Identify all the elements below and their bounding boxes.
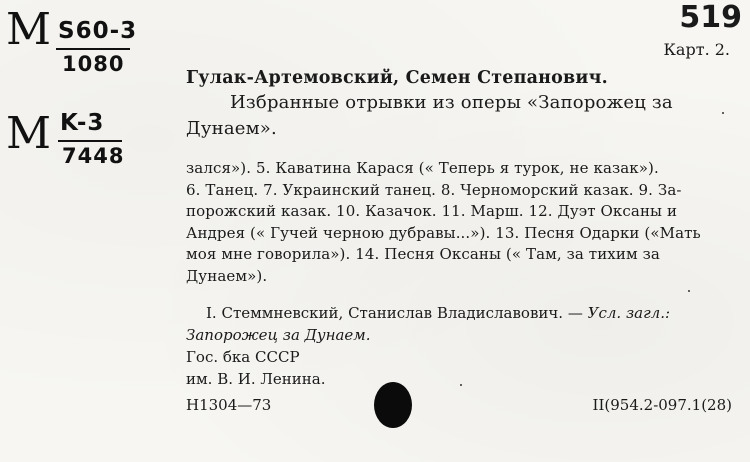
corner-handwritten-mark: 519 [679, 0, 742, 35]
shelfmark-letter-2: M [6, 108, 53, 159]
shelfmark-divider-2 [58, 140, 122, 142]
paper-speck [722, 112, 724, 114]
shelfmark-code-1: S60-3 [58, 18, 138, 44]
shelfmark-number-1: 1080 [62, 52, 125, 76]
author-heading: Гулак-Артемовский, Семен Степанович. [186, 68, 608, 88]
shelfmark-number-2: 7448 [62, 144, 125, 168]
library-imprint [186, 346, 325, 390]
shelfmark-divider-1 [56, 48, 130, 50]
imprint-line: Гос. бка СССР [186, 348, 300, 366]
card-punch-hole [374, 382, 412, 428]
contents-line: 6. Танец. 7. Украинский танец. 8. Черноморский казак. 9. За- [186, 180, 682, 199]
contents-line: порожский казак. 10. Казачок. 11. Марш. 12. Дуэт Оксаны и [186, 202, 678, 221]
title-line-1: Избранные отрывки из оперы «Запорожец за [230, 92, 673, 113]
contents-line: моя мне говорила»). 14. Песня Оксаны (« Там, за тихим за [186, 245, 660, 264]
classification-index: II(954.2-097.1(28) [592, 396, 732, 414]
shelfmark-letter-1: M [6, 4, 53, 55]
imprint-line: им. В. И. Ленина. [186, 370, 326, 388]
shelfmark-code-2: K-3 [60, 110, 105, 136]
contents-block [186, 158, 734, 288]
paper-speck [688, 290, 690, 292]
uniform-title: Запорожец за Дунаем. [186, 326, 371, 344]
contents-line: зался»). 5. Каватина Карася (« Теперь я турок, не казак»). [186, 159, 659, 177]
contents-line: Андрея (« Гучей черною дубравы...»). 13. Песня Одарки («Мать [186, 223, 701, 242]
card-code: Н1304—73 [186, 396, 272, 414]
uniform-title-label: Усл. загл.: [587, 304, 671, 322]
card-number: Карт. 2. [663, 40, 730, 59]
title-line-2: Дунаем». [186, 118, 277, 139]
paper-speck [460, 384, 462, 386]
contents-line: Дунаем»). [186, 266, 268, 285]
added-entry-text: I. Стеммневский, Станислав Владиславович. — [206, 304, 583, 322]
added-entry [206, 302, 736, 324]
